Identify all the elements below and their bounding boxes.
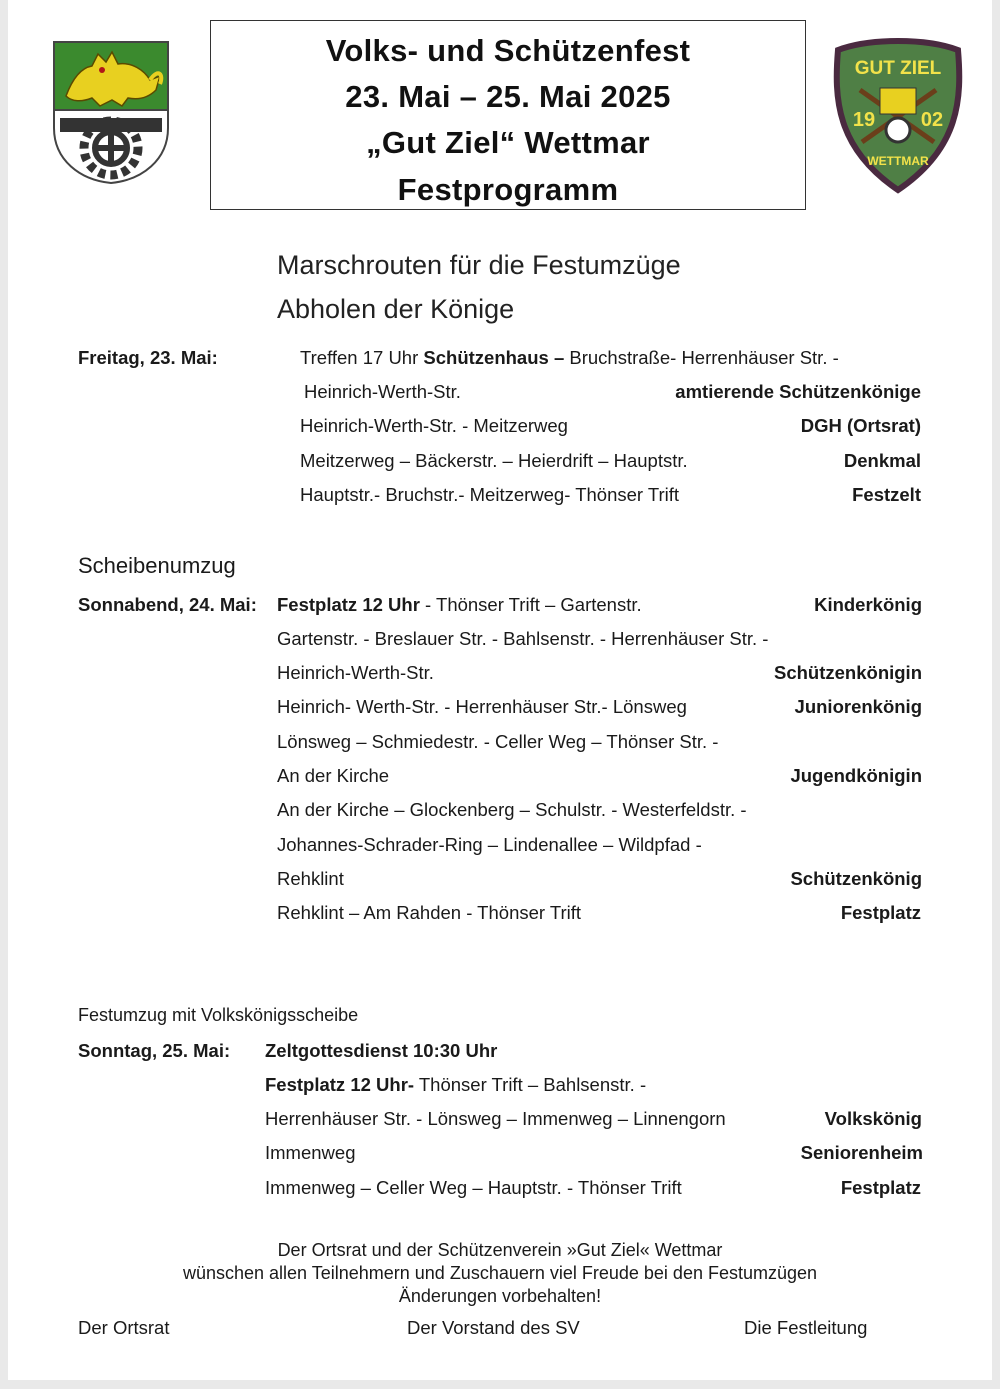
sunday-section: Festumzug mit Volkskönigsscheibe [78,1005,359,1025]
title-line-2: 23. Mai – 25. Mai 2025 [345,79,671,114]
signature-festleitung: Die Festleitung [744,1317,868,1338]
title-line-3: „Gut Ziel“ Wettmar [366,125,650,160]
friday-row-4-dest: Denkmal [843,450,921,471]
heading-marschrouten: Marschrouten für die Festumzüge [277,250,681,280]
friday-row-3-dest: DGH (Ortsrat) [800,415,921,436]
sunday-row-3-route: Herrenhäuser Str. - Lönsweg – Immenweg – Linnengorn [265,1108,726,1129]
saturday-row-6-dest: Jugendkönigin [790,765,922,786]
footer-message [8,1239,992,1308]
friday-row-5-route: Hauptstr.- Bruchstr.- Meitzerweg- Thönser Trift [300,484,680,505]
friday-row-2-dest: amtierende Schützenkönige [675,381,921,402]
friday-row-1-text: Bruchstraße- Herrenhäuser Str. - [564,347,839,368]
badge-bottom-text: WETTMAR [867,154,929,168]
saturday-row-5-route: Lönsweg – Schmiedestr. - Celler Weg – Thönser Str. - [277,731,719,752]
friday-row-2-route: Heinrich-Werth-Str. [304,381,461,402]
badge-top-text: GUT ZIEL [854,58,942,79]
saturday-row-8-route: Johannes-Schrader-Ring – Lindenallee – Wildpfad - [277,834,702,855]
friday-label: Freitag, 23. Mai: [78,347,218,368]
saturday-row-1-route [277,594,642,616]
saturday-row-10-route: Rehklint – Am Rahden - Thönser Trift [277,902,582,923]
sunday-row-4-route: Immenweg [265,1142,356,1163]
friday-row-1-bold: Schützenhaus – [423,347,565,368]
saturday-row-1-text: - Thönser Trift – Gartenstr. [419,594,642,615]
sunday-label: Sonntag, 25. Mai: [78,1040,231,1061]
saturday-row-4-dest: Juniorenkönig [794,696,922,717]
friday-row-4-route: Meitzerweg – Bäckerstr. – Heierdrift – Hauptstr. [300,450,688,471]
page [8,0,992,1380]
sunday-row-2-text: Thönser Trift – Bahlsenstr. - [414,1074,647,1095]
badge-year-right: 02 [920,109,944,131]
saturday-row-9-dest: Schützenkönig [790,868,922,889]
footer-line-1: Der Ortsrat und der Schützenverein »Gut Ziel« Wettmar [277,1240,723,1260]
saturday-row-1-bold: Festplatz 12 Uhr [277,594,420,615]
sunday-row-4-dest: Seniorenheim [800,1142,923,1163]
signature-vorstand: Der Vorstand des SV [407,1317,580,1338]
coat-of-arms-icon [52,40,170,185]
sunday-row-5-dest: Festplatz [840,1177,921,1198]
saturday-row-4-route: Heinrich- Werth-Str. - Herrenhäuser Str.- Lönsweg [277,696,687,717]
footer-line-3: Änderungen vorbehalten! [398,1286,602,1306]
title-line-1: Volks- und Schützenfest [325,33,691,68]
badge-year-left: 19 [852,109,876,131]
signature-ortsrat: Der Ortsrat [78,1317,170,1338]
friday-row-5-dest: Festzelt [852,484,921,505]
saturday-row-6-route: An der Kirche [277,765,390,786]
saturday-row-7-route: An der Kirche – Glockenberg – Schulstr. - Westerfeldstr. - [277,799,747,820]
sunday-row-2-bold: Festplatz 12 Uhr- [265,1074,415,1095]
sunday-row-2-route [265,1074,646,1096]
footer-line-2: wünschen allen Teilnehmern und Zuschauern viel Freude bei den Festumzügen [182,1263,818,1283]
sunday-row-1-route: Zeltgottesdienst 10:30 Uhr [265,1040,498,1061]
saturday-row-2-route: Gartenstr. - Breslauer Str. - Bahlsenstr. - Herrenhäuser Str. - [277,628,769,649]
heading-abholen: Abholen der Könige [277,294,515,324]
title-box [210,20,806,210]
saturday-label: Sonnabend, 24. Mai: [78,594,257,615]
saturday-row-10-dest: Festplatz [840,902,921,923]
sunday-row-3-dest: Volkskönig [824,1108,922,1129]
title-line-4: Festprogramm [397,172,619,207]
saturday-row-3-dest: Schützenkönigin [774,662,922,683]
sunday-row-5-route: Immenweg – Celler Weg – Hauptstr. - Thönser Trift [265,1177,682,1198]
club-badge-icon [830,38,966,194]
friday-row-3-route: Heinrich-Werth-Str. - Meitzerweg [300,415,568,436]
saturday-row-1-dest: Kinderkönig [814,594,922,615]
saturday-row-9-route: Rehklint [277,868,344,889]
saturday-section: Scheibenumzug [78,553,236,578]
saturday-row-3-route: Heinrich-Werth-Str. [277,662,434,683]
friday-row-1 [300,347,839,369]
friday-row-1-prefix: Treffen 17 Uhr [300,347,424,368]
